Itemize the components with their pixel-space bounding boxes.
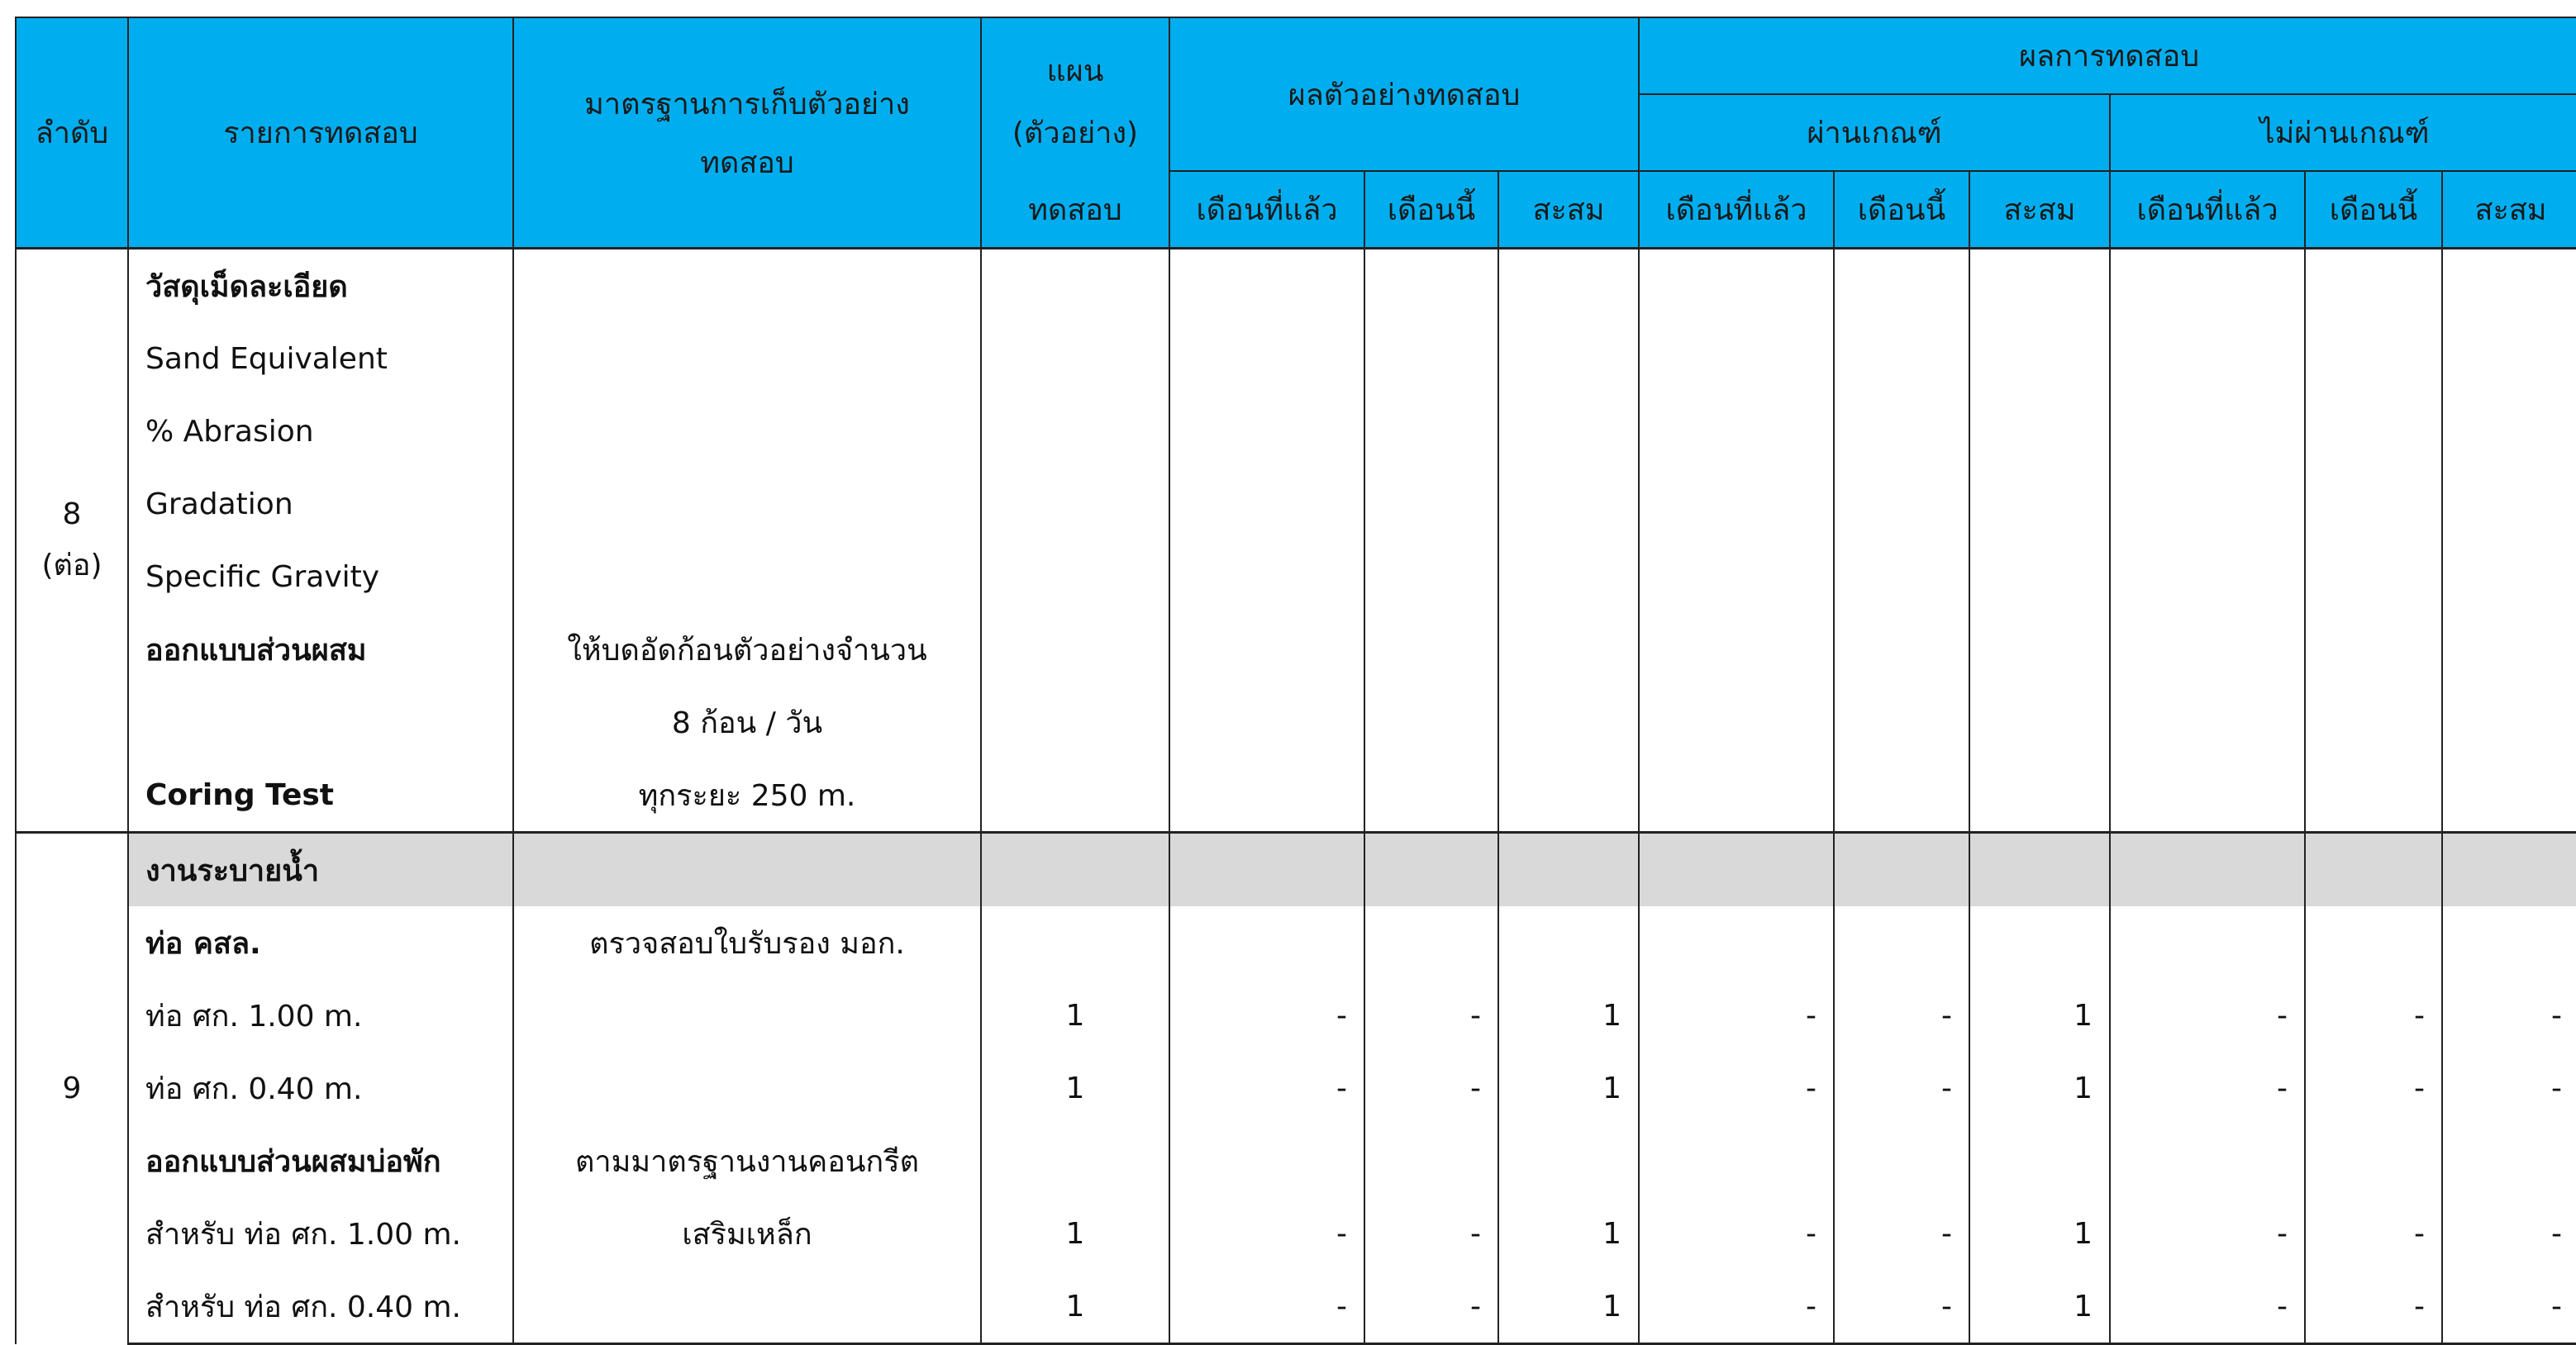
plan-cell: 1 — [981, 1270, 1169, 1344]
failed-cum-cell — [2442, 906, 2576, 979]
sample-prev-cell — [1169, 906, 1364, 979]
header-standard — [513, 17, 981, 249]
passed-cum-cell — [1969, 833, 2110, 907]
header-item: รายการทดสอบ — [128, 17, 513, 249]
failed-prev-cell: - — [2110, 1270, 2305, 1344]
failed-cum-cell — [2442, 1124, 2576, 1197]
table-row-standard: 8 ก้อน / วัน — [513, 686, 981, 758]
sample-cum-cell — [1498, 906, 1639, 979]
header-plan-line3: ทดสอบ — [981, 171, 1169, 249]
passed-this-cell — [1834, 833, 1969, 907]
plan-cell — [981, 1124, 1169, 1197]
section-9 — [16, 833, 2576, 1344]
sample-this-cell: - — [1364, 1052, 1498, 1124]
header-failed-cumulative: สะสม — [2442, 171, 2576, 249]
sample-cum-cell — [1498, 1124, 1639, 1197]
header-sample-prev-month: เดือนที่แล้ว — [1169, 171, 1364, 249]
failed-this-cell — [2305, 906, 2442, 979]
plan-cell — [981, 906, 1169, 979]
passed-cum-cell: 1 — [1969, 1270, 2110, 1344]
header-sample-results: ผลตัวอย่างทดสอบ — [1169, 17, 1639, 171]
passed-prev-cell — [1639, 1124, 1834, 1197]
plan-cell — [981, 833, 1169, 907]
failed-this-cell — [2305, 1124, 2442, 1197]
passed-prev-cell: - — [1639, 1270, 1834, 1344]
failed-prev-cell: - — [2110, 1197, 2305, 1270]
section-8 — [16, 249, 2576, 833]
failed-this-cell: - — [2305, 1052, 2442, 1124]
passed-cum-cell — [1969, 906, 2110, 979]
table-row-standard — [513, 322, 981, 395]
table-row-standard — [513, 249, 981, 323]
test-results-table — [15, 17, 2576, 1345]
sample-cum-cell: 1 — [1498, 1197, 1639, 1270]
failed-cum-cell: - — [2442, 1052, 2576, 1124]
table-row-item: ออกแบบส่วนผสม — [128, 613, 513, 686]
header-passed-cumulative: สะสม — [1969, 171, 2110, 249]
header-seq: ลำดับ — [16, 17, 128, 249]
section-9-seq: 9 — [16, 833, 128, 1344]
table-row-item: ท่อ ศก. 1.00 m. — [128, 979, 513, 1052]
passed-this-cell: - — [1834, 1052, 1969, 1124]
table-row-item: ท่อ คสล. — [128, 906, 513, 979]
table-row-item: สำหรับ ท่อ ศก. 0.40 m. — [128, 1270, 513, 1344]
header-passed: ผ่านเกณฑ์ — [1639, 94, 2110, 171]
sample-prev-cell: - — [1169, 979, 1364, 1052]
sample-cum-cell — [1498, 833, 1639, 907]
passed-this-cell: - — [1834, 1270, 1969, 1344]
failed-prev-cell: - — [2110, 979, 2305, 1052]
sample-prev-cell: - — [1169, 1270, 1364, 1344]
table-row-item: ออกแบบส่วนผสมบ่อพัก — [128, 1124, 513, 1197]
failed-cum-cell — [2442, 833, 2576, 907]
table-row-item: Coring Test — [128, 758, 513, 833]
table-row-item: สำหรับ ท่อ ศก. 1.00 m. — [128, 1197, 513, 1270]
sample-cum-cell: 1 — [1498, 1270, 1639, 1344]
failed-prev-cell: - — [2110, 1052, 2305, 1124]
passed-this-cell: - — [1834, 1197, 1969, 1270]
plan-cell: 1 — [981, 979, 1169, 1052]
table-row-standard: ตรวจสอบใบรับรอง มอก. — [513, 906, 981, 979]
passed-cum-cell: 1 — [1969, 979, 2110, 1052]
header-failed: ไม่ผ่านเกณฑ์ — [2110, 94, 2576, 171]
sample-cum-cell: 1 — [1498, 1052, 1639, 1124]
plan-cell: 1 — [981, 1052, 1169, 1124]
failed-prev-cell — [2110, 833, 2305, 907]
table-row-standard — [513, 468, 981, 540]
passed-this-cell — [1834, 1124, 1969, 1197]
table-row-item: Specific Gravity — [128, 540, 513, 613]
table-row-standard — [513, 395, 981, 468]
sample-prev-cell: - — [1169, 1052, 1364, 1124]
failed-this-cell: - — [2305, 1270, 2442, 1344]
failed-prev-cell — [2110, 1124, 2305, 1197]
header-sample-cumulative: สะสม — [1498, 171, 1639, 249]
passed-cum-cell: 1 — [1969, 1197, 2110, 1270]
sample-prev-cell — [1169, 1124, 1364, 1197]
header-failed-this-month: เดือนนี้ — [2305, 171, 2442, 249]
table-row-standard — [513, 833, 981, 907]
table-row-standard — [513, 1052, 981, 1124]
failed-cum-cell: - — [2442, 979, 2576, 1052]
header-passed-prev-month: เดือนที่แล้ว — [1639, 171, 1834, 249]
passed-cum-cell: 1 — [1969, 1052, 2110, 1124]
table-row-item: ท่อ ศก. 0.40 m. — [128, 1052, 513, 1124]
header-standard-line1: มาตรฐานการเก็บตัวอย่าง — [584, 87, 910, 121]
sample-this-cell: - — [1364, 979, 1498, 1052]
sample-prev-cell — [1169, 833, 1364, 907]
table-row-standard: เสริมเหล็ก — [513, 1197, 981, 1270]
passed-this-cell — [1834, 906, 1969, 979]
table-row-item: งานระบายน้ำ — [128, 833, 513, 907]
passed-this-cell: - — [1834, 979, 1969, 1052]
failed-prev-cell — [2110, 906, 2305, 979]
header-sample-this-month: เดือนนี้ — [1364, 171, 1498, 249]
sample-this-cell: - — [1364, 1197, 1498, 1270]
plan-cell: 1 — [981, 1197, 1169, 1270]
sample-this-cell — [1364, 1124, 1498, 1197]
sample-this-cell: - — [1364, 1270, 1498, 1344]
table-row-item: Gradation — [128, 468, 513, 540]
sample-prev-cell: - — [1169, 1197, 1364, 1270]
table-header — [16, 17, 2576, 249]
passed-prev-cell: - — [1639, 979, 1834, 1052]
failed-this-cell — [2305, 833, 2442, 907]
sample-this-cell — [1364, 833, 1498, 907]
header-plan-line1: แผน — [981, 17, 1169, 94]
table-row-standard: ทุกระยะ 250 m. — [513, 758, 981, 833]
header-standard-line2: ทดสอบ — [700, 145, 794, 180]
table-row-standard — [513, 540, 981, 613]
failed-cum-cell: - — [2442, 1197, 2576, 1270]
section-8-seq — [16, 249, 128, 833]
table-row-standard — [513, 1270, 981, 1344]
header-failed-prev-month: เดือนที่แล้ว — [2110, 171, 2305, 249]
sample-this-cell — [1364, 906, 1498, 979]
passed-prev-cell: - — [1639, 1052, 1834, 1124]
header-test-results: ผลการทดสอบ — [1639, 17, 2576, 94]
failed-this-cell: - — [2305, 979, 2442, 1052]
failed-this-cell: - — [2305, 1197, 2442, 1270]
section-8-seq-number: 8 — [62, 497, 82, 531]
table-row-item: วัสดุเม็ดละเอียด — [128, 249, 513, 323]
table-row-item: % Abrasion — [128, 395, 513, 468]
sample-cum-cell: 1 — [1498, 979, 1639, 1052]
section-8-seq-cont: (ต่อ) — [41, 549, 102, 582]
passed-prev-cell — [1639, 833, 1834, 907]
table-row-standard: ตามมาตรฐานงานคอนกรีต — [513, 1124, 981, 1197]
table-row-standard — [513, 979, 981, 1052]
failed-cum-cell: - — [2442, 1270, 2576, 1344]
passed-prev-cell: - — [1639, 1197, 1834, 1270]
passed-prev-cell — [1639, 906, 1834, 979]
table-row-standard: ให้บดอัดก้อนตัวอย่างจำนวน — [513, 613, 981, 686]
table-row-item: Sand Equivalent — [128, 322, 513, 395]
passed-cum-cell — [1969, 1124, 2110, 1197]
header-plan-line2: (ตัวอย่าง) — [981, 94, 1169, 171]
table-row-item — [128, 686, 513, 758]
header-passed-this-month: เดือนนี้ — [1834, 171, 1969, 249]
